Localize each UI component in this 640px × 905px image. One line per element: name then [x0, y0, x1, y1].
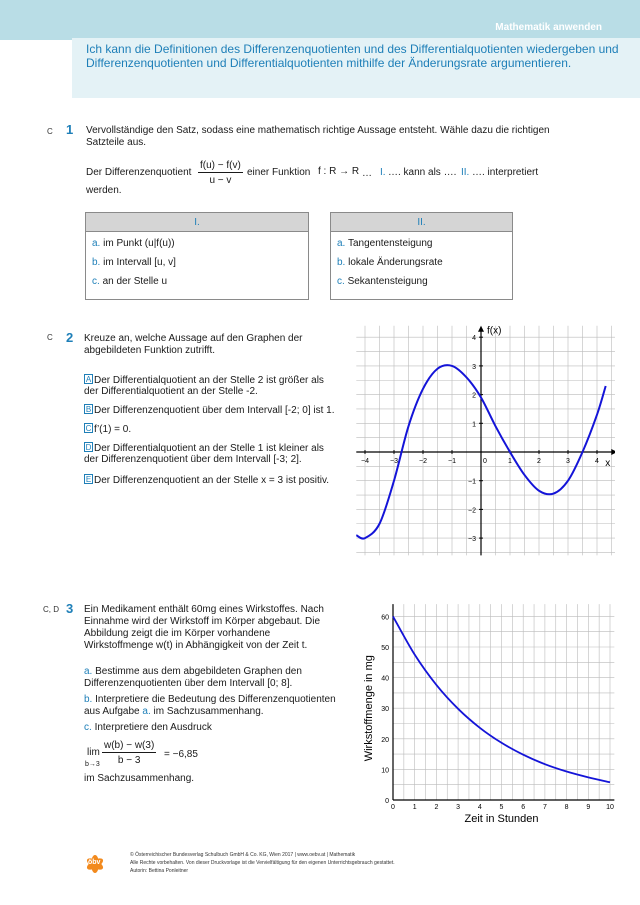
y-axis-label: Wirkstoffmenge in mg [363, 655, 375, 762]
task3-intro-line4: Wirkstoffmenge w(t) in Abhängigkeit von der Zeit t. [84, 640, 308, 651]
x-tick-label: 10 [606, 804, 614, 811]
y-tick-label: 60 [381, 614, 389, 622]
y-tick-label: 10 [381, 767, 389, 775]
task1-instruction-line1: Vervollständige den Satz, sodass eine mathematisch richtige Aussage entsteht. Wähle dazu die richtigen [86, 125, 550, 136]
task1-sentence-start: Der Differenzenquotient [86, 167, 192, 178]
limit-value: = −6,85 [164, 749, 198, 760]
y-tick-label: 50 [381, 645, 389, 652]
choice-table-1-row-c[interactable]: c. an der Stelle u [92, 276, 168, 287]
choice-table-2-row-a[interactable]: a. Tangentensteigung [337, 238, 433, 249]
header-band [0, 0, 640, 40]
task1-number: 1 [66, 122, 74, 137]
task2-intro-line2: abgebildeten Funktion zutrifft. [84, 345, 216, 356]
footer-copyright: © Österreichischer Bundesverlag Schulbuch GmbH & Co. KG, Wien 2017 | www.oebv.at | Mathematik [130, 852, 356, 858]
y-tick-label: −1 [468, 478, 476, 486]
y-tick-label: 0 [385, 798, 389, 805]
checkbox-e[interactable]: E [85, 475, 92, 484]
x-tick-label: −4 [361, 458, 369, 465]
x-tick-label: 9 [586, 804, 591, 811]
task3-part-b-line1: b. Interpretiere die Bedeutung des Differenzenquotienten [84, 694, 336, 705]
checkbox-d[interactable]: D [85, 443, 92, 452]
task3-part-b-line2: aus Aufgabe a. im Sachzusammenhang. [84, 706, 264, 717]
y-axis-arrow [478, 326, 484, 332]
x-tick-label: 4 [595, 458, 599, 465]
limit-subscript: b→3 [85, 761, 100, 768]
x-tick-label: 1 [508, 458, 512, 465]
y-tick-label: 3 [472, 363, 476, 371]
x-tick-label: −1 [448, 458, 456, 465]
task3-letter: C, D [43, 605, 59, 614]
choice-table-2-header: II. [331, 213, 512, 232]
function-notation: f : R → R [318, 166, 360, 177]
x-tick-label: 2 [537, 458, 541, 465]
task3-intro-line1: Ein Medikament enthält 60mg eines Wirkstoffes. Nach [84, 604, 324, 615]
choice-table-2-row-c[interactable]: c. Sekantensteigung [337, 276, 428, 287]
task2-number: 2 [66, 330, 74, 345]
limit-numerator: w(b) − w(3) [104, 740, 155, 751]
y-tick-label: −3 [468, 536, 476, 544]
task3-number: 3 [66, 601, 74, 616]
x-tick-label: 0 [483, 458, 487, 465]
choice-table-1 [85, 212, 309, 300]
footer-rights: Alle Rechte vorbehalten. Von dieser Druckvorlage ist die Vervielfältigung für den eigenen Unterrichtsgebrauch gestattet. [130, 860, 395, 866]
y-tick-label: 4 [472, 335, 476, 343]
task1-sentence-end: …. interpretiert [472, 167, 539, 178]
x-tick-label: 6 [521, 804, 526, 811]
x-axis-label: Zeit in Stunden [464, 813, 539, 825]
task1-instruction-line2: Satzteile aus. [86, 137, 147, 148]
function-graph-chart [347, 322, 615, 564]
task1-sentence-end-line2: werden. [86, 185, 122, 196]
y-tick-label: 1 [472, 421, 476, 429]
y-tick-label: 40 [381, 675, 389, 683]
x-axis-label: x [605, 458, 611, 469]
task3-intro-line3: Abbildung zeigt die im Körper vorhandene [84, 628, 271, 639]
x-tick-label: −2 [419, 458, 427, 465]
drug-decay-chart [360, 592, 630, 828]
choice-table-1-row-a[interactable]: a. im Punkt (u|f(u)) [92, 238, 175, 249]
task1-gap-marker-1: I. [380, 167, 386, 178]
choice-table-2 [330, 212, 513, 300]
x-tick-label: 1 [412, 804, 417, 811]
task1-dots1: … [362, 168, 372, 179]
task3-intro-line2: Einnahme wird der Wirkstoff im Körper abgebaut. Die [84, 616, 321, 627]
publisher-logo [82, 850, 108, 876]
task2-letter: C [47, 333, 53, 342]
task1-dots2: …. kann als …. [388, 167, 457, 178]
x-tick-label: 8 [564, 804, 569, 811]
logo-text: öbv [88, 859, 101, 866]
task1-gap-marker-2: II. [461, 167, 470, 178]
choice-table-2-row-b[interactable]: b. lokale Änderungsrate [337, 257, 443, 268]
difference-quotient-fraction [198, 160, 243, 186]
x-tick-label: −3 [390, 458, 398, 465]
header-label: Mathematik anwenden [495, 22, 602, 33]
choice-table-1-row-b[interactable]: b. im Intervall [u, v] [92, 257, 176, 268]
task1-sentence-mid: einer Funktion [247, 167, 311, 178]
choice-table-1-header: I. [86, 213, 308, 232]
limit-fraction [102, 740, 156, 766]
x-tick-label: 7 [542, 804, 547, 811]
x-tick-label: 5 [499, 804, 504, 811]
x-tick-label: 0 [391, 804, 395, 811]
x-axis-arrow [611, 449, 615, 455]
task3-part-c-line1: c. Interpretiere den Ausdruck [84, 722, 212, 733]
task3-part-a-line2: Differenzenquotienten über dem Intervall [0; 8]. [84, 678, 293, 689]
task1-letter: C [47, 127, 53, 136]
limit-denominator: b − 3 [117, 755, 141, 766]
task3-part-c-line2: im Sachzusammenhang. [84, 773, 195, 784]
x-tick-label: 4 [477, 804, 482, 811]
x-tick-label: 2 [434, 804, 439, 811]
learning-goal-text: Ich kann die Definitionen des Differenzenquotienten und des Differentialquotienten wiedergeben und Differenzenquotienten und Differentialquotienten mithilfe der Änderungsrate argumentieren. [86, 42, 619, 70]
fraction-numerator: f(u) − f(v) [200, 160, 241, 171]
fraction-denominator: u − v [209, 175, 232, 186]
y-tick-label: −2 [468, 507, 476, 515]
checkbox-b[interactable]: B [85, 405, 92, 414]
footer-author: Autorin: Bettina Ponleitner [130, 868, 189, 874]
y-tick-label: 30 [381, 706, 389, 714]
checkbox-c[interactable]: C [85, 424, 92, 433]
y-tick-label: 2 [472, 392, 476, 400]
checkbox-a[interactable]: A [85, 375, 92, 384]
y-axis-label: f(x) [487, 325, 502, 337]
task2-intro-line1: Kreuze an, welche Aussage auf den Graphen der [84, 333, 303, 344]
x-tick-label: 3 [566, 458, 570, 465]
x-tick-label: 3 [456, 804, 461, 811]
task3-part-a-line1: a. Bestimme aus dem abgebildeten Graphen den [84, 666, 302, 677]
limit-operator: lim [87, 747, 100, 758]
y-tick-label: 20 [381, 736, 389, 744]
